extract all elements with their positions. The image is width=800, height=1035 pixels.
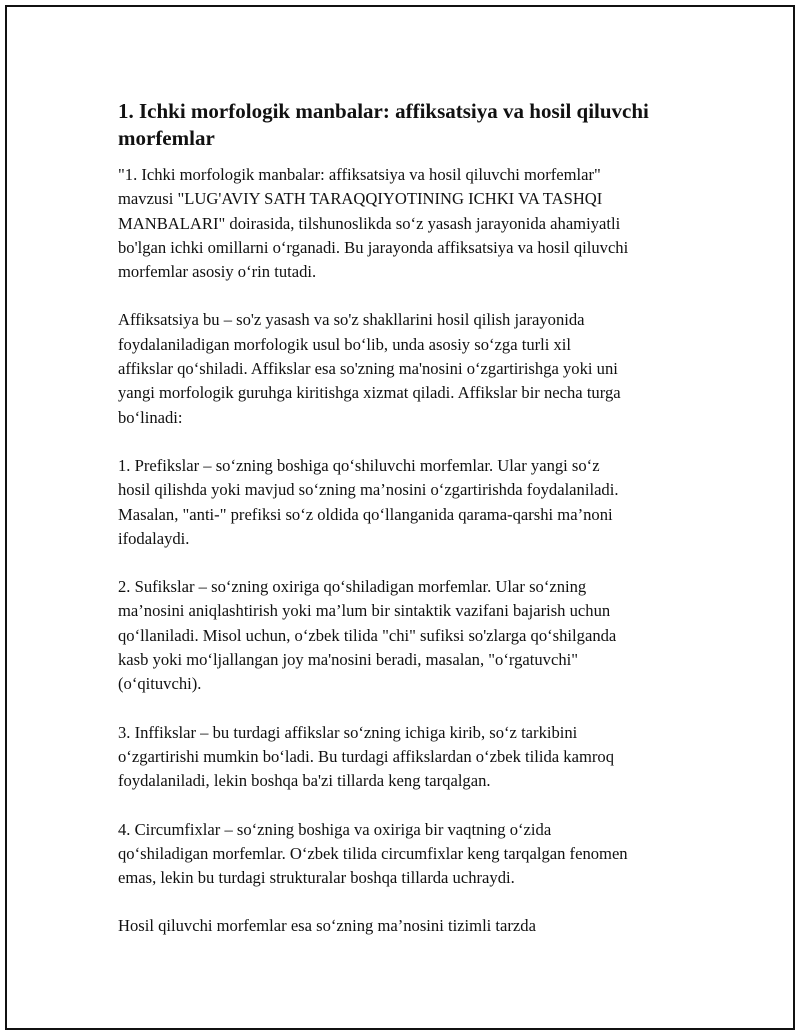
paragraph-intro: "1. Ichki morfologik manbalar: affiksatsiya va hosil qiluvchi morfemlar" mavzusi "LUG'AVIY SATH TARAQQIYOTINING ICHKI VA TASHQI MANBALARI" doirasida, tilshunoslikda so‘z yasash jarayonida ahamiyatli bo'lgan ichki omillarni o‘rganadi. Bu jarayonda affiksatsiya va hosil qiluvchi morfemlar asosiy o‘rin tutadi.	[118, 165, 629, 282]
page-frame	[5, 5, 795, 1030]
paragraph-prefikslar: 1. Prefikslar – so‘zning boshiga qo‘shiluvchi morfemlar. Ular yangi so‘z hosil qilishda yoki mavjud so‘zning ma’nosini o‘zgartirishda foydalaniladi. Masalan, "anti-" prefiksi so‘z oldida qo‘llanganida qarama-qarshi ma’noni ifodalaydi.	[118, 455, 619, 548]
paragraph-sufikslar: 2. Sufikslar – so‘zning oxiriga qo‘shiladigan morfemlar. Ular so‘zning ma’nosini aniqlashtirish yoki ma’lum bir sintaktik vazifani bajarish uchun qo‘llaniladi. Misol uchun, o‘zbek tilida "chi" sufiksi so'zlarga qo‘shilganda kasb yoki mo‘ljallangan joy ma'nosini beradi, masalan, "o‘rgatuvchi" (o‘qituvchi).	[118, 577, 617, 694]
paragraph-affiksatsiya: Affiksatsiya bu – so'z yasash va so'z shakllarini hosil qilish jarayonida foydalaniladigan morfologik usul bo‘lib, unda asosiy so‘zga turli xil affikslar qo‘shiladi. Affikslar esa so'zning ma'nosini o‘zgartirishga yoki uni yangi morfologik guruhga kiritishga xizmat qiladi. Affikslar bir necha turga bo‘linadi:	[118, 310, 621, 427]
document-title: 1. Ichki morfologik manbalar: affiksatsiya va hosil qiluvchi morfemlar	[118, 99, 649, 150]
paragraph-circumfixlar: 4. Circumfixlar – so‘zning boshiga va oxiriga bir vaqtning o‘zida qo‘shiladigan morfemlar. O‘zbek tilida circumfixlar keng tarqalgan fenomen emas, lekin bu turdagi strukturalar boshqa tillarda uchraydi.	[118, 819, 628, 888]
paragraph-inffikslar: 3. Inffikslar – bu turdagi affikslar so‘zning ichiga kirib, so‘z tarkibini o‘zgartirishi mumkin bo‘ladi. Bu turdagi affikslardan o‘zbek tilida kamroq foydalaniladi, lekin boshqa ba'zi tillarda keng tarqalgan.	[118, 722, 614, 791]
paragraph-hosil-qiluvchi: Hosil qiluvchi morfemlar esa so‘zning ma’nosini tizimli tarzda	[118, 916, 536, 936]
document-body	[118, 98, 703, 963]
